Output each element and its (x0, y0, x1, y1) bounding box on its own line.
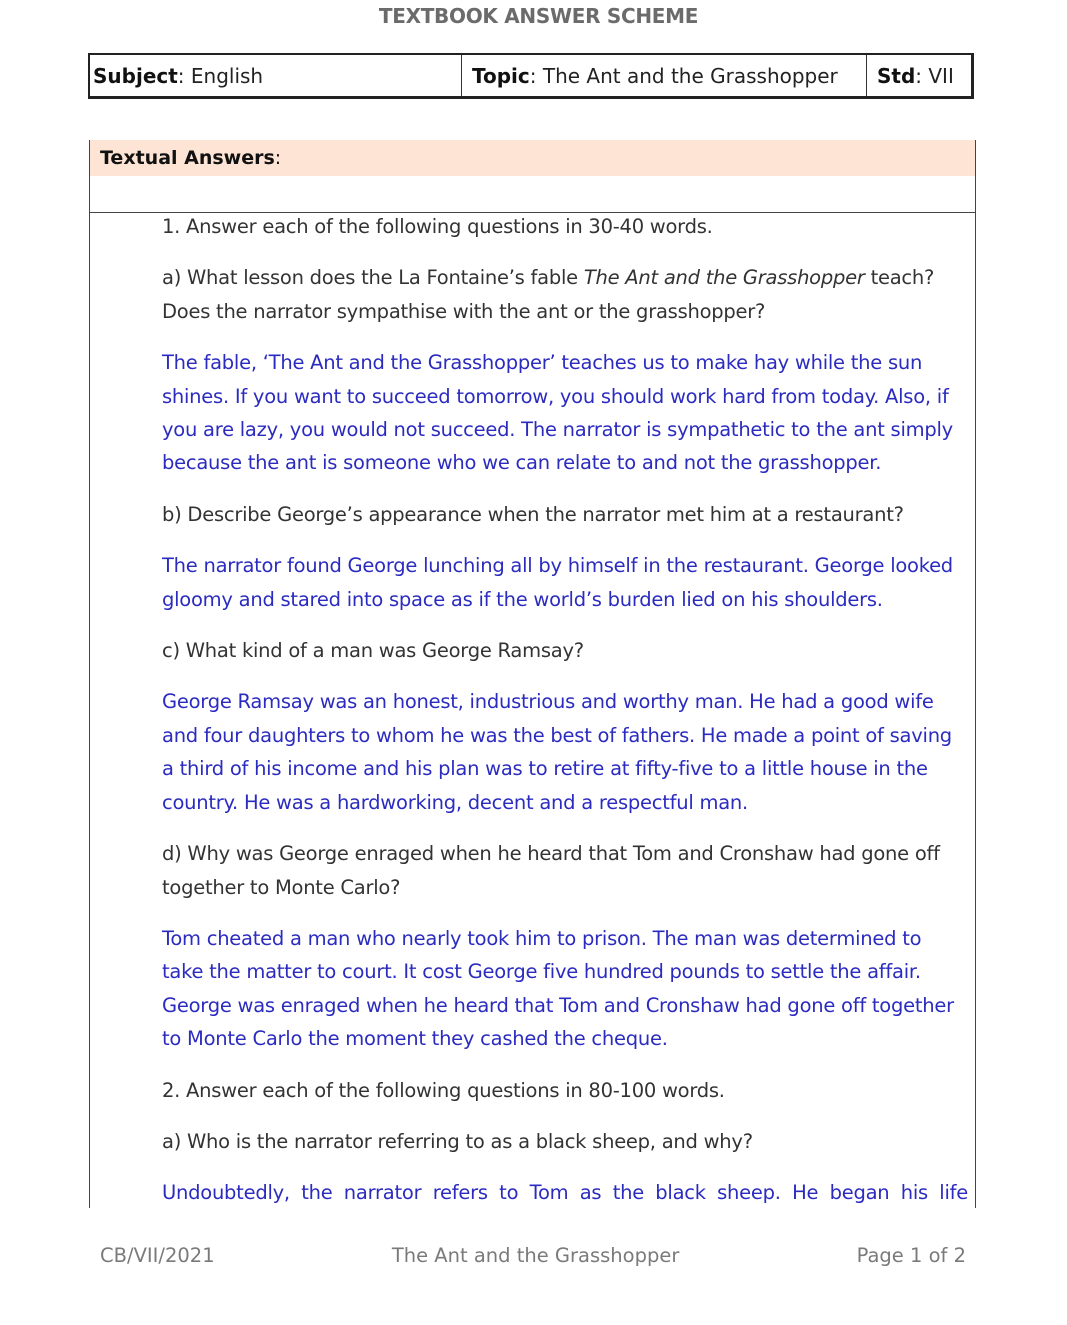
topic-value: : The Ant and the Grasshopper (529, 63, 838, 88)
q1b-answer: The narrator found George lunching all by himself in the restaurant. George looked gloomy and stared into space as if the world’s burden lied on his shoulders. (162, 554, 953, 611)
q1d-answer: Tom cheated a man who nearly took him to prison. The man was determined to take the matter to court. It cost George five hundred pounds to settle the affair. George was enraged when he heard that Tom and Cronshaw had gone off together to Monte Carlo the moment they cashed the cheque. (162, 926, 954, 1051)
std-value: : VII (915, 63, 954, 88)
topic-cell (462, 55, 867, 96)
q2-instruction: 2. Answer each of the following questions in 80-100 words. (162, 1078, 725, 1102)
q1d-question: d) Why was George enraged when he heard that Tom and Cronshaw had gone off together to Monte Carlo? (162, 842, 940, 899)
section-suffix: : (274, 147, 282, 169)
q1a-question (162, 261, 968, 328)
footer-title: The Ant and the Grasshopper (391, 1244, 680, 1267)
q1-instruction: 1. Answer each of the following questions in 30-40 words. (162, 215, 713, 238)
answer-content (162, 210, 968, 1228)
q1c-answer: George Ramsay was an honest, industrious and worthy man. He had a good wife and four daughters to whom he was the best of fathers. He made a point of saving a third of his income and his plan was to retire at fifty-five to a little house in the country. He was a hardworking, decent and a respectful man. (162, 690, 952, 814)
section-label: Textual Answers (100, 147, 275, 169)
document-title: TEXTBOOK ANSWER SCHEME (378, 4, 699, 28)
q1c-question: c) What kind of a man was George Ramsay? (162, 639, 584, 663)
std-cell (867, 55, 971, 96)
std-label: Std (877, 63, 916, 88)
footer-page-number: Page 1 of 2 (856, 1244, 966, 1267)
header-table (88, 53, 974, 99)
section-header (90, 140, 975, 176)
q2a-answer-start: Undoubtedly, the narrator refers to Tom as the black sheep. He began his life (162, 1181, 968, 1205)
subject-label: Subject (93, 63, 178, 88)
q2a-question: a) Who is the narrator referring to as a black sheep, and why? (162, 1129, 753, 1153)
subject-value: : English (177, 63, 264, 88)
q1a-fable-title: The Ant and the Grasshopper (583, 266, 865, 290)
q1a-question-suffix: teach? Does the narrator sympathise with the ant or the grasshopper? (162, 266, 935, 323)
page-footer (100, 1244, 966, 1267)
q1b-question: b) Describe George’s appearance when the narrator met him at a restaurant? (162, 502, 904, 526)
subject-cell (90, 55, 462, 96)
q1a-question-prefix: a) What lesson does the La Fontaine’s fable (162, 266, 584, 290)
section-divider (90, 176, 975, 213)
footer-code: CB/VII/2021 (100, 1244, 215, 1267)
topic-label: Topic (472, 63, 530, 88)
q1a-answer: The fable, ‘The Ant and the Grasshopper’ teaches us to make hay while the sun shines. If you want to succeed tomorrow, you should work hard from today. Also, if you are lazy, you would not succeed. The narrator is sympathetic to the ant simply because the ant is someone who we can relate to and not the grasshopper. (162, 351, 953, 475)
